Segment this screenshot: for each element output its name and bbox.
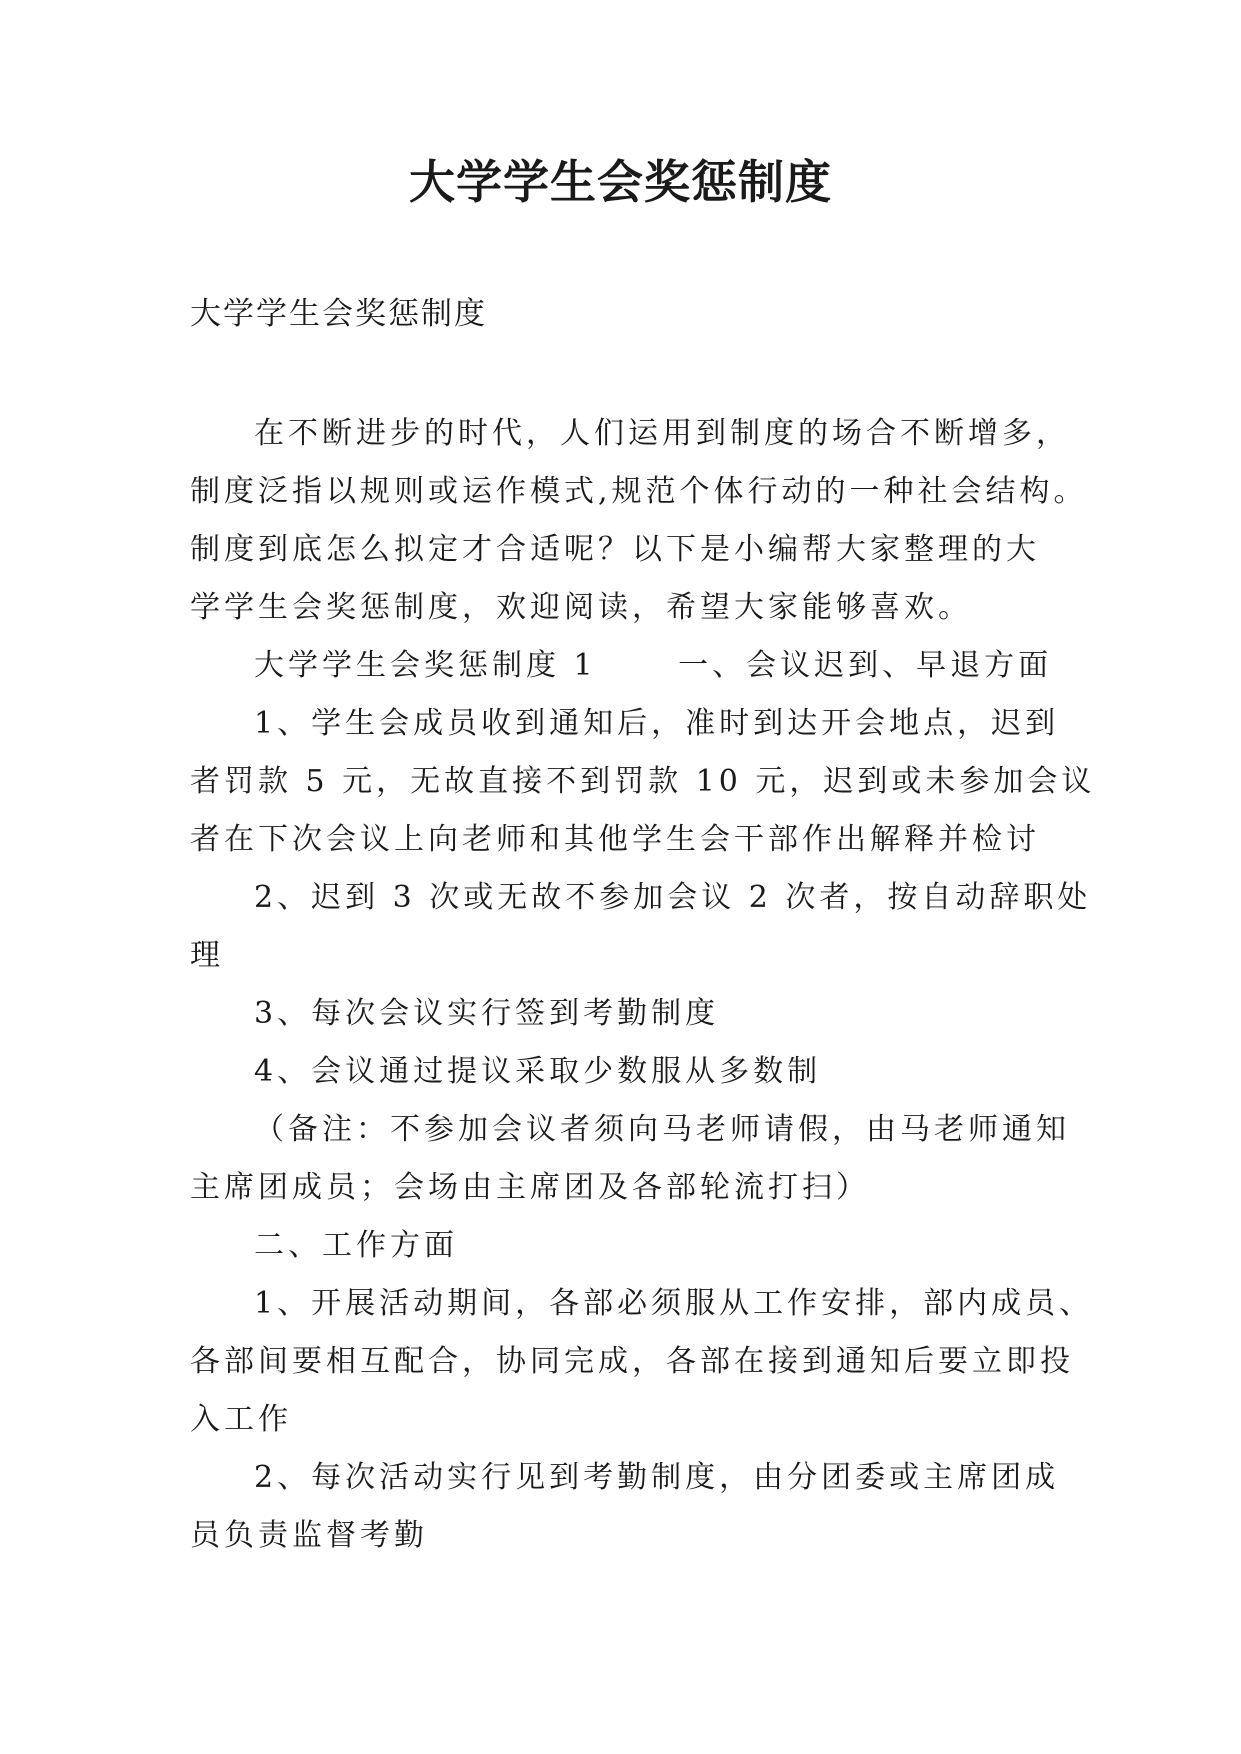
- paragraph-line: 在不断进步的时代，人们运用到制度的场合不断增多，: [254, 416, 1070, 451]
- paragraph-line: 制度到底怎么拟定才合适呢？以下是小编帮大家整理的大: [190, 532, 1040, 567]
- paragraph: [190, 1449, 1060, 1565]
- paragraph-line: 者在下次会议上向老师和其他学生会干部作出解释并检讨: [190, 822, 1040, 857]
- paragraph: [190, 985, 1060, 1043]
- paragraph-line: 主席团成员；会场由主席团及各部轮流打扫）: [190, 1170, 870, 1205]
- paragraph-line: 4、会议通过提议采取少数服从多数制: [254, 1054, 822, 1089]
- paragraph: [190, 1101, 1070, 1217]
- paragraph-line: 者罚款 5 元，无故直接不到罚款 10 元，迟到或未参加会议: [190, 764, 1096, 799]
- document-title: 大学学生会奖惩制度: [409, 155, 832, 209]
- paragraph-line: 3、每次会议实行签到考勤制度: [254, 996, 720, 1031]
- document-body: [190, 405, 1096, 1565]
- paragraph-line: 各部间要相互配合，协同完成，各部在接到通知后要立即投: [190, 1344, 1074, 1379]
- paragraph: [190, 1217, 1060, 1275]
- paragraph: [190, 1275, 1094, 1449]
- paragraph-line: 1、开展活动期间，各部必须服从工作安排，部内成员、: [254, 1286, 1094, 1321]
- paragraph-line: （备注：不参加会议者须向马老师请假，由马老师通知: [254, 1112, 1070, 1147]
- paragraph-line: 制度泛指以规则或运作模式,规范个体行动的一种社会结构。: [190, 474, 1088, 509]
- paragraph: [190, 1043, 1060, 1101]
- document-subtitle: 大学学生会奖惩制度: [190, 296, 487, 332]
- paragraph-line: 2、迟到 3 次或无故不参加会议 2 次者，按自动辞职处: [254, 880, 1092, 915]
- paragraph-line: 大学学生会奖惩制度 1 一、会议迟到、早退方面: [254, 648, 1053, 683]
- paragraph-line: 学学生会奖惩制度，欢迎阅读，希望大家能够喜欢。: [190, 590, 972, 625]
- paragraph-line: 理: [190, 938, 224, 973]
- paragraph: [190, 695, 1096, 869]
- paragraph-line: 入工作: [190, 1402, 292, 1437]
- paragraph-line: 员负责监督考勤: [190, 1518, 428, 1553]
- paragraph: [190, 637, 1060, 695]
- paragraph-line: 1、学生会成员收到通知后，准时到达开会地点，迟到: [254, 706, 1060, 741]
- paragraph: [190, 405, 1088, 637]
- paragraph: [190, 869, 1092, 985]
- paragraph-line: 2、每次活动实行见到考勤制度，由分团委或主席团成: [254, 1460, 1060, 1495]
- paragraph-line: 二、工作方面: [254, 1228, 458, 1263]
